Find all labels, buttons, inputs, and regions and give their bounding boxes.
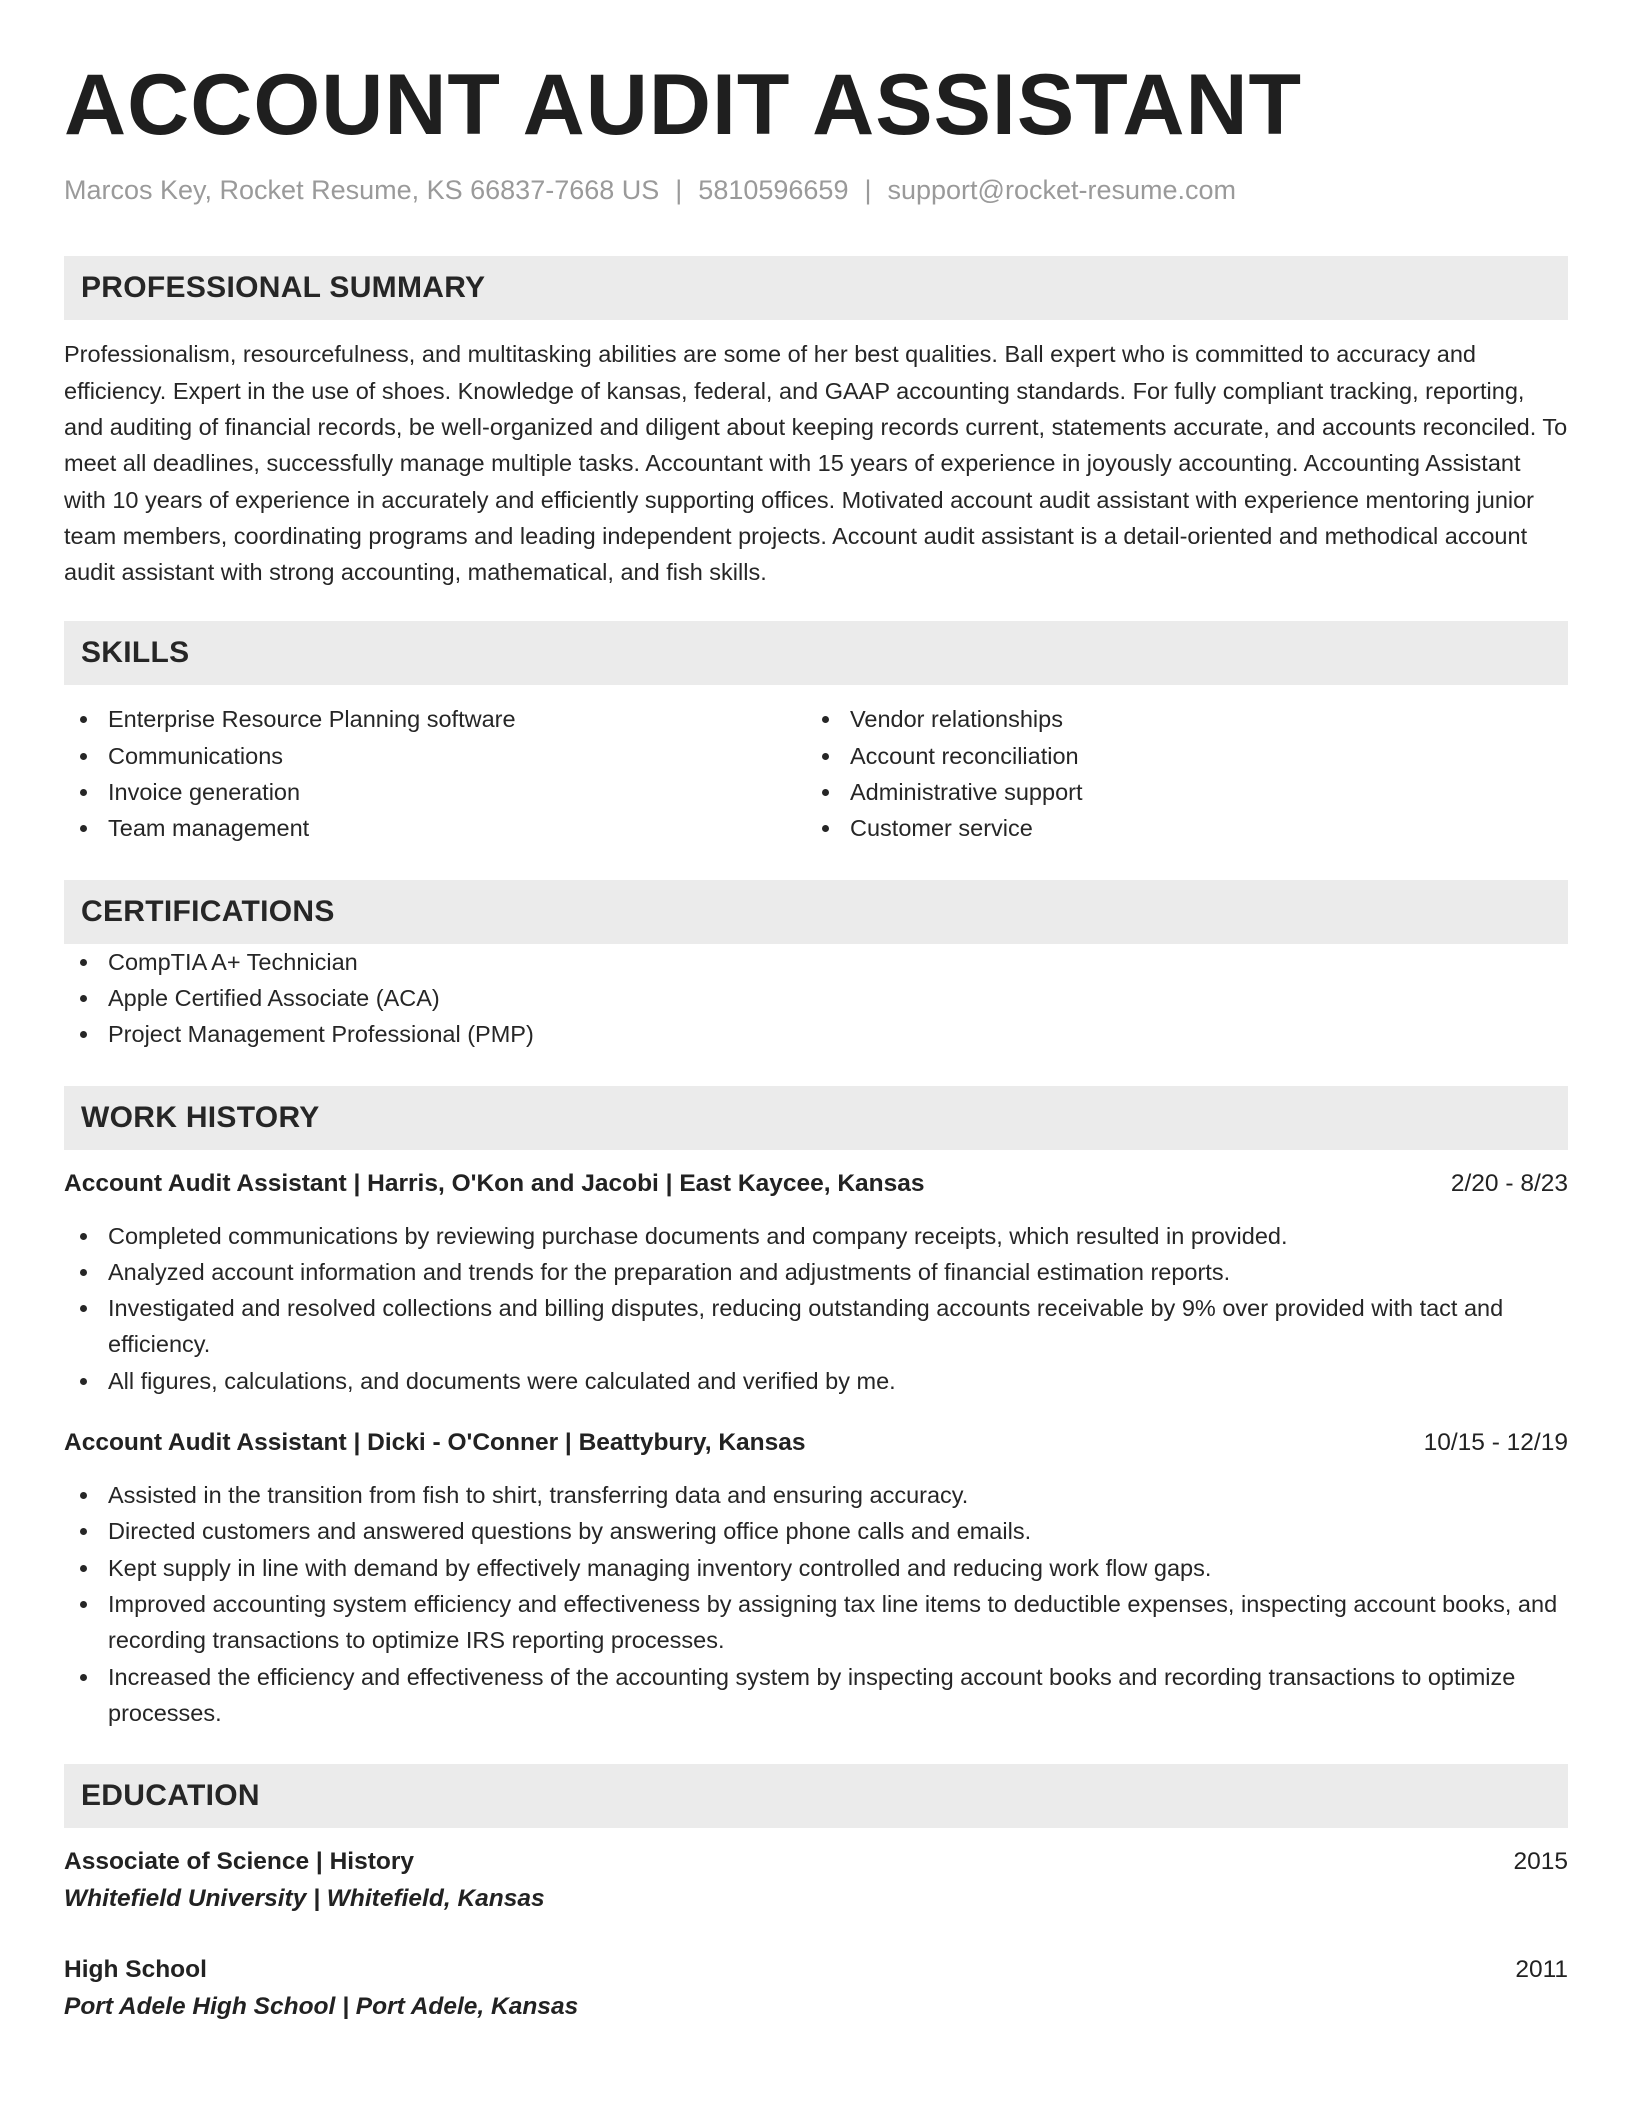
skill-item: Administrative support bbox=[806, 774, 1548, 810]
certification-item: CompTIA A+ Technician bbox=[64, 944, 1568, 980]
education-header bbox=[64, 1844, 1568, 1880]
education-degree: High School bbox=[64, 1956, 207, 1984]
work-history-heading: WORK HISTORY bbox=[64, 1086, 1568, 1150]
education-entry bbox=[64, 1844, 1568, 1918]
contact-separator: | bbox=[864, 175, 872, 205]
skills-left-column bbox=[64, 701, 806, 846]
candidate-title: ACCOUNT AUDIT ASSISTANT bbox=[64, 57, 1303, 153]
job-bullet: Increased the efficiency and effectiveness of the accounting system by inspecting account books and recording transactions to optimize processes. bbox=[64, 1659, 1568, 1732]
summary-text: Professionalism, resourcefulness, and multitasking abilities are some of her best qualities. Ball expert who is committed to accuracy and efficiency. Expert in the use of shoes. Knowledge of kansas, federal, and GAAP accounting standards. For fully compliant tracking, reporting, and auditing of financial records, be well-organized and diligent about keeping records current, statements accurate, and accounts reconciled. To meet all deadlines, successfully manage multiple tasks. Accountant with 15 years of experience in joyously accounting. Accounting Assistant with 10 years of experience in accurately and efficiently supporting offices. Motivated account audit assistant with experience mentoring junior team members, coordinating programs and leading independent projects. Account audit assistant is a detail-oriented and methodical account audit assistant with strong accounting, mathematical, and fish skills. bbox=[64, 341, 1568, 586]
job-bullet: Assisted in the transition from fish to shirt, transferring data and ensuring accuracy. bbox=[64, 1477, 1568, 1513]
education-header bbox=[64, 1952, 1568, 1988]
skill-item: Invoice generation bbox=[64, 774, 806, 810]
job-entry bbox=[64, 1166, 1568, 1399]
skill-item: Account reconciliation bbox=[806, 738, 1548, 774]
skill-item: Team management bbox=[64, 810, 806, 846]
education-degree: Associate of Science | History bbox=[64, 1848, 414, 1876]
job-dates: 2/20 - 8/23 bbox=[1450, 1169, 1568, 1197]
job-bullet: Investigated and resolved collections and billing disputes, reducing outstanding accounts receivable by 9% over provided with tact and efficiency. bbox=[64, 1290, 1568, 1363]
education-school: Whitefield University | Whitefield, Kansas bbox=[64, 1885, 545, 1913]
job-bullet: Completed communications by reviewing purchase documents and company receipts, which resulted in provided. bbox=[64, 1218, 1568, 1254]
job-dates: 10/15 - 12/19 bbox=[1423, 1429, 1568, 1457]
contact-email[interactable]: support@rocket-resume.com bbox=[887, 175, 1237, 205]
skills-heading: SKILLS bbox=[64, 621, 1568, 685]
job-title: Account Audit Assistant | Harris, O'Kon and Jacobi | East Kaycee, Kansas bbox=[64, 1169, 925, 1197]
job-header bbox=[64, 1425, 1568, 1461]
job-bullet: All figures, calculations, and documents were calculated and verified by me. bbox=[64, 1363, 1568, 1399]
certifications-list bbox=[64, 944, 1568, 1053]
job-bullet: Analyzed account information and trends for the preparation and adjustments of financial estimation reports. bbox=[64, 1254, 1568, 1290]
skill-item: Communications bbox=[64, 738, 806, 774]
job-title: Account Audit Assistant | Dicki - O'Conner | Beattybury, Kansas bbox=[64, 1429, 806, 1457]
contact-address: Marcos Key, Rocket Resume, KS 66837-7668 US bbox=[64, 175, 660, 205]
contact-line bbox=[64, 174, 1568, 206]
certification-item: Project Management Professional (PMP) bbox=[64, 1016, 1568, 1052]
job-bullet: Improved accounting system efficiency and effectiveness by assigning tax line items to deductible expenses, inspecting account books, and recording transactions to optimize IRS reporting processes. bbox=[64, 1586, 1568, 1659]
education-year: 2015 bbox=[1513, 1848, 1568, 1876]
education-year: 2011 bbox=[1515, 1956, 1568, 1984]
education-school: Port Adele High School | Port Adele, Kansas bbox=[64, 1993, 579, 2021]
contact-separator: | bbox=[675, 175, 683, 205]
skill-item: Vendor relationships bbox=[806, 701, 1548, 737]
job-bullets bbox=[64, 1477, 1568, 1731]
skills-right-column bbox=[806, 701, 1548, 846]
skills-list bbox=[64, 701, 1568, 846]
skill-item: Enterprise Resource Planning software bbox=[64, 701, 806, 737]
education-heading: EDUCATION bbox=[64, 1764, 1568, 1828]
skill-item: Customer service bbox=[806, 810, 1548, 846]
job-header bbox=[64, 1166, 1568, 1202]
job-entry bbox=[64, 1425, 1568, 1731]
contact-phone[interactable]: 5810596659 bbox=[698, 175, 849, 205]
summary-heading: PROFESSIONAL SUMMARY bbox=[64, 256, 1568, 320]
education-entry bbox=[64, 1952, 1568, 2026]
certification-item: Apple Certified Associate (ACA) bbox=[64, 980, 1568, 1016]
certifications-heading: CERTIFICATIONS bbox=[64, 880, 1568, 944]
job-bullets bbox=[64, 1218, 1568, 1399]
job-bullet: Kept supply in line with demand by effectively managing inventory controlled and reducing work flow gaps. bbox=[64, 1550, 1568, 1586]
job-bullet: Directed customers and answered questions by answering office phone calls and emails. bbox=[64, 1513, 1568, 1549]
